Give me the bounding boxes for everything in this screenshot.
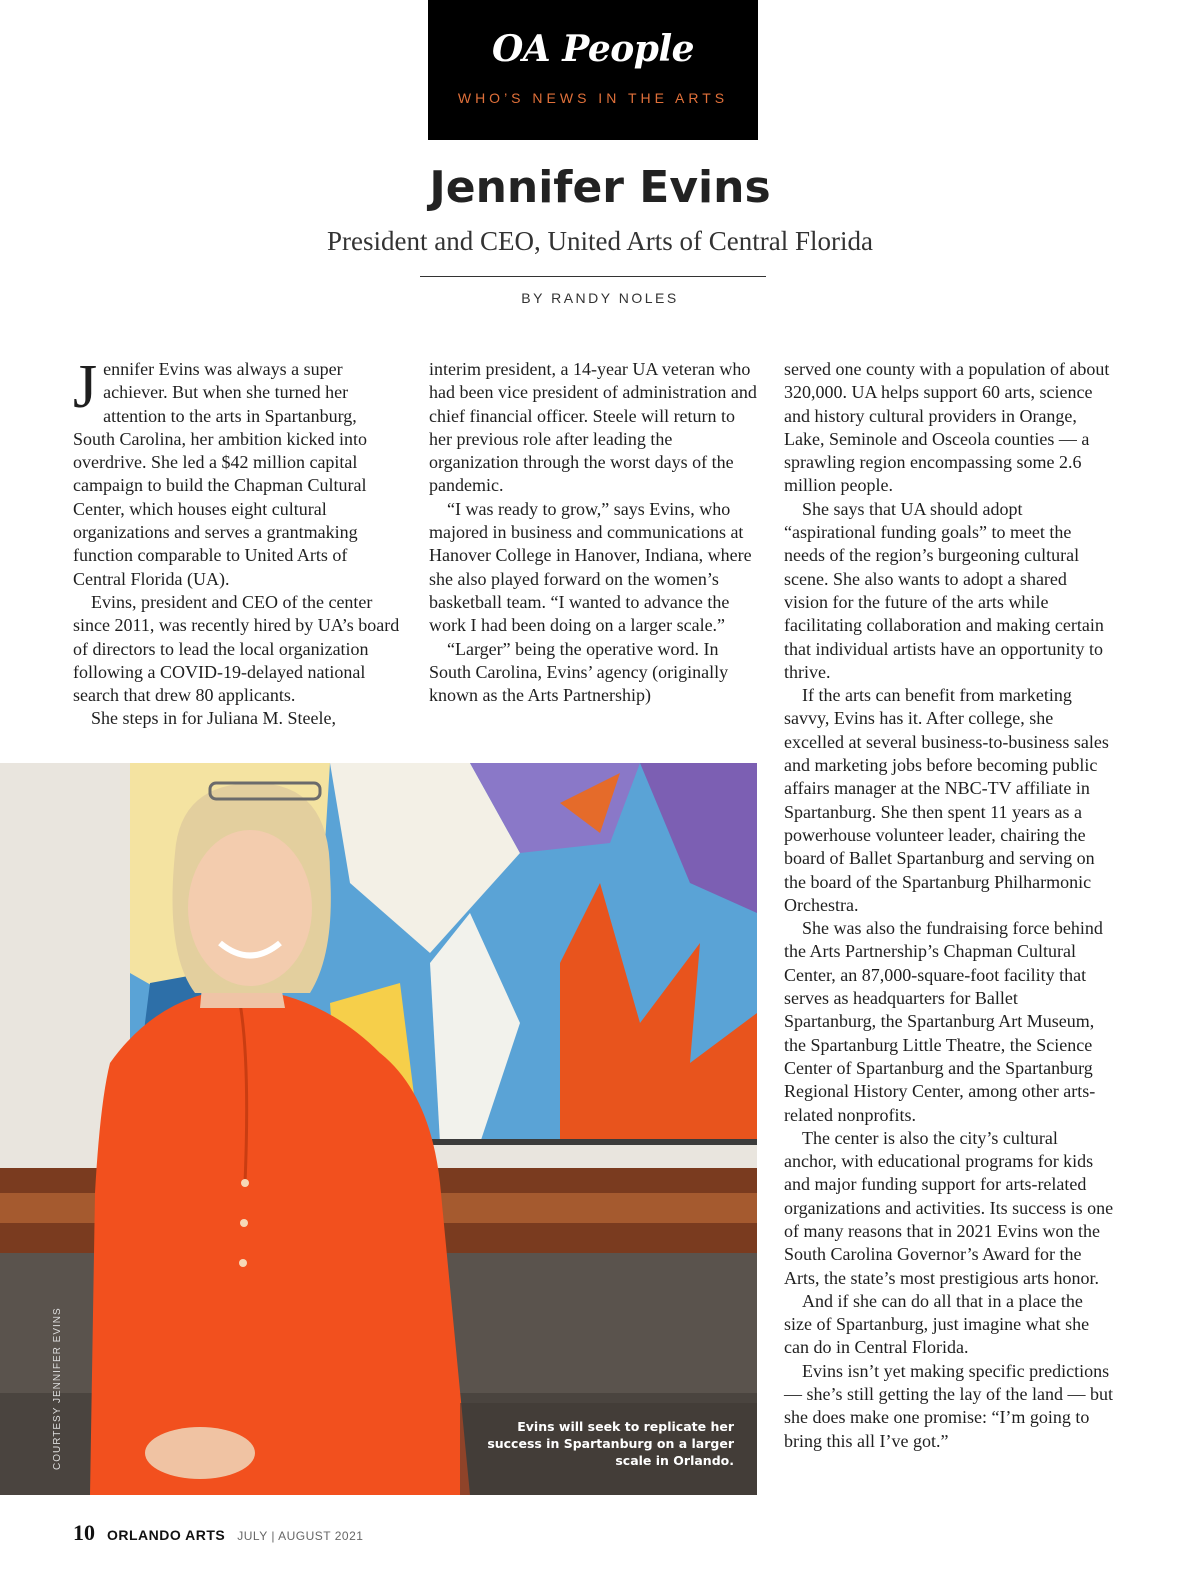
paragraph: “I was ready to grow,” says Evins, who majored in business and communications at Hanover College in Hanover, Indiana, where she also played forward on the women’s basketball team. “I wanted to advance the work I had been doing on a larger scale.” <box>429 498 752 636</box>
drop-cap: J <box>73 353 98 421</box>
paragraph: served one county with a population of about 320,000. UA helps support 60 arts, science and history cultural providers in Orange, Lake, Seminole and Osceola counties — a sprawling region encompassing some 2.6 million people. <box>784 359 1110 496</box>
photo-credit: COURTESY JENNIFER EVINS <box>52 1307 63 1470</box>
paragraph: The center is also the city’s cultural anchor, with educational programs for kids and major funding support for arts-related organizations and activities. Its success is one of many reasons that in 2021 Evins won the South Carolina Governor’s Award for the Arts, the state’s most prestigious arts honor. <box>784 1127 1114 1288</box>
paragraph: Evins, president and CEO of the center since 2011, was recently hired by UA’s board of directors to lead the local organization following a COVID-19-delayed national search that drew 80 applicants. <box>73 591 400 706</box>
paragraph: She was also the fundraising force behind the Arts Partnership’s Chapman Cultural Center, an 87,000-square-foot facility that serves as headquarters for Ballet Spartanburg, the Spartanburg Art Museum, the Spartanburg Little Theatre, the Science Center of Spartanburg and the Spartanburg Regional History Center, among other arts-related nonprofits. <box>784 918 1103 1125</box>
page-number: 10 <box>73 1520 95 1545</box>
article-column-2 <box>429 358 759 707</box>
byline: BY RANDY NOLES <box>521 290 679 306</box>
paragraph: She steps in for Juliana M. Steele, <box>91 708 336 729</box>
paragraph: “Larger” being the operative word. In South Carolina, Evins’ agency (originally known as the Arts Partnership) <box>429 638 729 706</box>
article-title: Jennifer Evins <box>429 162 771 213</box>
article-subtitle: President and CEO, United Arts of Central Florida <box>327 226 873 256</box>
photo-caption: Evins will seek to replicate her success in Spartanburg on a larger scale in Orlando. <box>487 1419 734 1468</box>
issue-date: JULY | AUGUST 2021 <box>237 1529 364 1543</box>
magazine-name: ORLANDO ARTS <box>107 1527 226 1543</box>
paragraph: interim president, a 14-year UA veteran who had been vice president of administration and chief financial officer. Steele will return to her previous role after leading the organization through the worst days of the pandemic. <box>429 359 757 496</box>
portrait-photo <box>0 763 757 1495</box>
paragraph: Evins isn’t yet making specific predictions — she’s still getting the lay of the land — but she does make one promise: “I’m going to bring this all I’ve got.” <box>784 1360 1113 1451</box>
section-subtitle: WHO’S NEWS IN THE ARTS <box>457 90 729 106</box>
section-title: OA People <box>491 28 695 70</box>
paragraph: She says that UA should adopt “aspirational funding goals” to meet the needs of the region’s burgeoning cultural scene. She also wants to adopt a shared vision for the future of the arts while facilitating collaboration and making certain that individual artists have an opportunity to thrive. <box>784 498 1104 682</box>
paragraph: And if she can do all that in a place the size of Spartanburg, just imagine what she can do in Central Florida. <box>784 1290 1090 1358</box>
article-column-1 <box>73 353 403 731</box>
section-header <box>428 0 758 140</box>
article-column-3 <box>784 358 1114 1453</box>
paragraph: If the arts can benefit from marketing savvy, Evins has it. After college, she excelled at several business-to-business sales and marketing jobs before becoming public affairs manager at the NBC-TV affiliate in Spartanburg. She then spent 11 years as a powerhouse volunteer leader, chairing the board of Ballet Spartanburg and serving on the board of the Spartanburg Philharmonic Orchestra. <box>784 685 1109 915</box>
title-divider <box>420 276 766 277</box>
page-footer <box>73 1520 363 1550</box>
paragraph: Jennifer Evins was always a super achiever. But when she turned her attention to the arts in Spartanburg, South Carolina, her ambition kicked into overdrive. She led a $42 million capital campaign to build the Chapman Cultural Center, which houses eight cultural organizations and serves a grantmaking function comparable to United Arts of Central Florida (UA). <box>73 353 367 589</box>
